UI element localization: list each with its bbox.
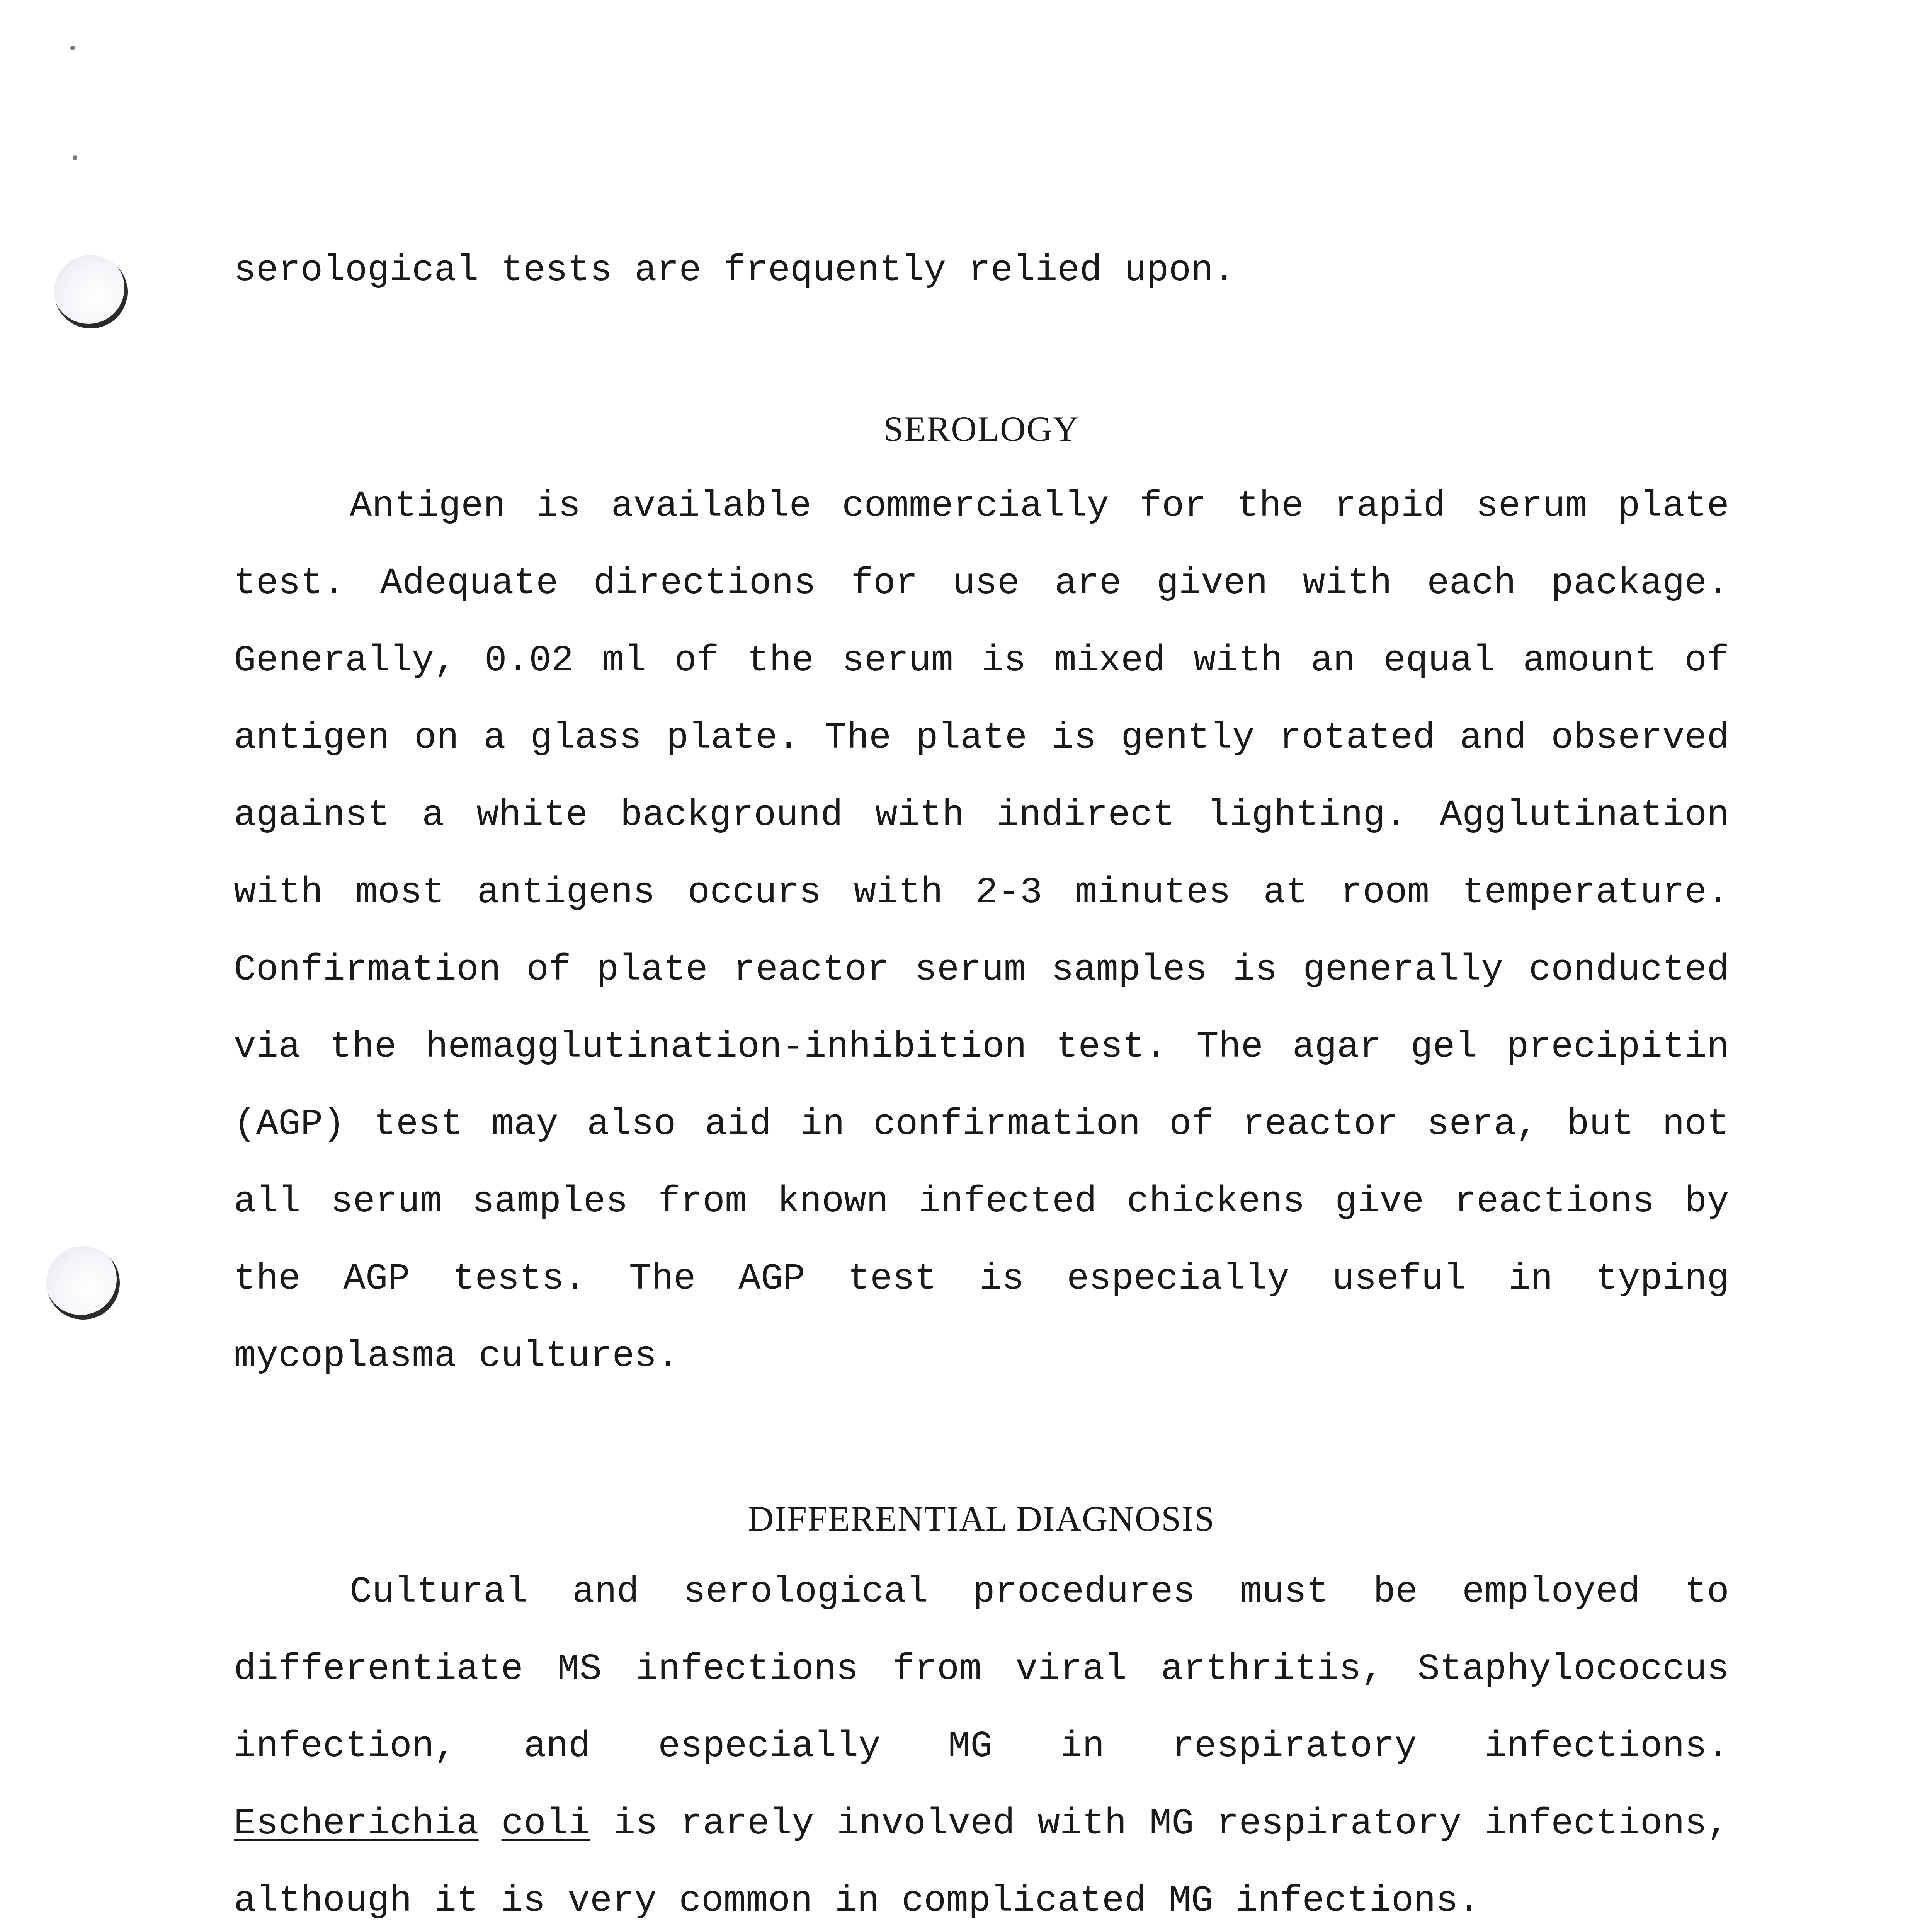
punch-hole bbox=[46, 1246, 120, 1320]
serology-line: all serum samples from known infected chickens give reactions by bbox=[234, 1180, 1729, 1223]
section-heading-differential-diagnosis: DIFFERENTIAL DIAGNOSIS bbox=[748, 1499, 1215, 1538]
serology-line: (AGP) test may also aid in confirmation of reactor sera, but not bbox=[234, 1103, 1729, 1145]
serology-line: with most antigens occurs with 2-3 minutes at room temperature. bbox=[234, 871, 1729, 913]
differential-line-text: is rarely involved with MG respiratory infections, bbox=[613, 1803, 1730, 1845]
differential-line bbox=[234, 1801, 1729, 1847]
serology-line: test. Adequate directions for use are given with each package. bbox=[234, 562, 1729, 604]
serology-line: Generally, 0.02 ml of the serum is mixed with an equal amount of bbox=[234, 639, 1729, 682]
organism-genus: Escherichia bbox=[234, 1803, 479, 1845]
organism-species: coli bbox=[501, 1803, 591, 1845]
opening-line: serological tests are frequently relied upon. bbox=[234, 249, 1236, 291]
section-heading-serology: SEROLOGY bbox=[883, 409, 1080, 449]
differential-line: infection, and especially MG in respiratory infections. bbox=[234, 1725, 1729, 1767]
serology-line: antigen on a glass plate. The plate is gently rotated and observed bbox=[234, 717, 1729, 759]
serology-line: mycoplasma cultures. bbox=[234, 1335, 679, 1377]
serology-line: the AGP tests. The AGP test is especially useful in typing bbox=[234, 1258, 1729, 1300]
scan-speck bbox=[73, 155, 77, 160]
differential-line: Cultural and serological procedures must be employed to bbox=[350, 1571, 1729, 1613]
punch-hole bbox=[54, 255, 128, 328]
scan-speck bbox=[70, 46, 75, 50]
differential-line: differentiate MS infections from viral arthritis, Staphylococcus bbox=[234, 1648, 1729, 1690]
serology-line: Antigen is available commercially for the rapid serum plate bbox=[350, 485, 1729, 527]
serology-line: via the hemagglutination-inhibition test. The agar gel precipitin bbox=[234, 1026, 1729, 1068]
differential-line: although it is very common in complicated MG infections. bbox=[234, 1880, 1481, 1922]
serology-line: against a white background with indirect lighting. Agglutination bbox=[234, 794, 1729, 836]
serology-line: Confirmation of plate reactor serum samples is generally conducted bbox=[234, 949, 1729, 991]
